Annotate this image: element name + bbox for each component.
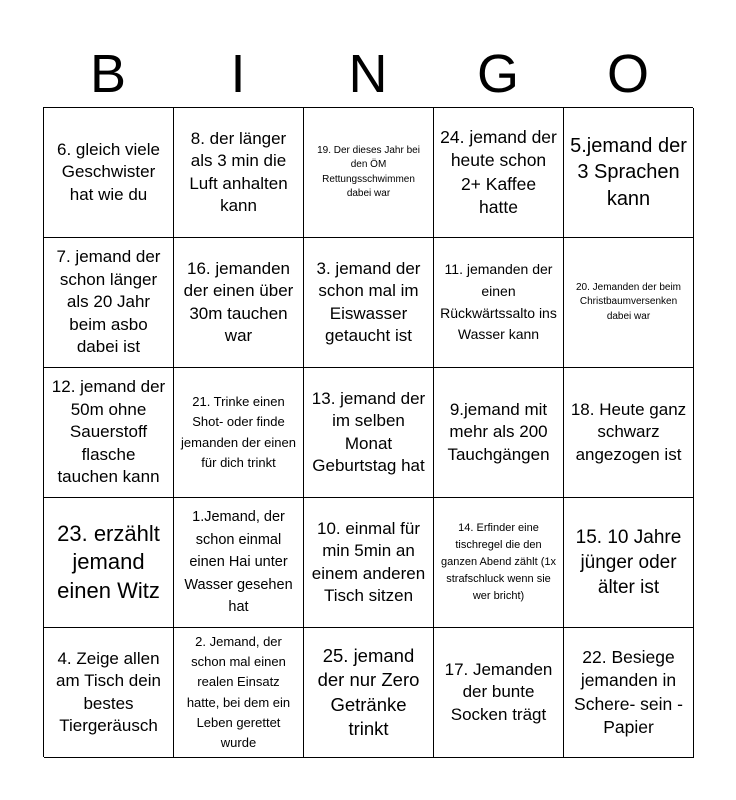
bingo-cell[interactable] bbox=[44, 368, 174, 498]
bingo-cell[interactable] bbox=[564, 498, 694, 628]
cell-text: 23. erzählt jemand einen Witz bbox=[57, 520, 160, 603]
bingo-cell[interactable] bbox=[174, 628, 304, 758]
bingo-cell[interactable] bbox=[44, 108, 174, 238]
bingo-cell[interactable] bbox=[304, 628, 434, 758]
cell-text: 16. jemanden der einen über 30m tauchen war bbox=[183, 258, 294, 345]
cell-text: 4. Zeige allen am Tisch dein bestes Tiergeräusch bbox=[56, 648, 161, 735]
bingo-card bbox=[43, 107, 693, 757]
header-letter-b: B bbox=[89, 44, 127, 104]
cell-text: 8. der länger als 3 min die Luft anhalten kann bbox=[189, 128, 288, 215]
cell-text: 21. Trinke einen Shot- oder finde jemanden der einen für dich trinkt bbox=[181, 394, 296, 470]
bingo-cell[interactable] bbox=[434, 238, 564, 368]
bingo-cell[interactable] bbox=[44, 498, 174, 628]
cell-text: 18. Heute ganz schwarz angezogen ist bbox=[570, 399, 687, 464]
header-letter-g: G bbox=[476, 44, 519, 104]
cell-text: 1.Jemand, der schon einmal einen Hai unter Wasser gesehen hat bbox=[184, 509, 293, 616]
bingo-cell[interactable] bbox=[564, 368, 694, 498]
bingo-cell[interactable] bbox=[174, 498, 304, 628]
cell-text: 9.jemand mit mehr als 200 Tauchgängen bbox=[447, 399, 550, 464]
bingo-cell[interactable] bbox=[564, 628, 694, 758]
cell-text: 24. jemand der heute schon 2+ Kaffee hatte bbox=[440, 127, 557, 217]
bingo-cell[interactable] bbox=[304, 368, 434, 498]
bingo-cell[interactable] bbox=[44, 238, 174, 368]
cell-text: 3. jemand der schon mal im Eiswasser getaucht ist bbox=[316, 258, 421, 345]
bingo-cell[interactable] bbox=[304, 238, 434, 368]
cell-text: 12. jemand der 50m ohne Sauerstoff flasche tauchen kann bbox=[51, 377, 166, 487]
bingo-cell[interactable] bbox=[174, 238, 304, 368]
bingo-cell[interactable] bbox=[304, 498, 434, 628]
bingo-cell[interactable] bbox=[564, 238, 694, 368]
bingo-cell[interactable] bbox=[434, 368, 564, 498]
bingo-cell[interactable] bbox=[564, 108, 694, 238]
cell-text: 6. gleich viele Geschwister hat wie du bbox=[56, 139, 160, 204]
cell-text: 5.jemand der 3 Sprachen kann bbox=[570, 134, 687, 210]
cell-text: 2. Jemand, der schon mal einen realen Einsatz hatte, bei dem ein Leben gerettet wurde bbox=[186, 634, 291, 750]
cell-text: 25. jemand der nur Zero Getränke trinkt bbox=[317, 644, 420, 739]
bingo-cell[interactable] bbox=[434, 628, 564, 758]
bingo-header bbox=[43, 42, 693, 106]
cell-text: 7. jemand der schon länger als 20 Jahr beim asbo dabei ist bbox=[56, 247, 161, 357]
cell-text: 13. jemand der im selben Monat Geburtstag hat bbox=[311, 388, 426, 475]
cell-text: 14. Erfinder eine tischregel die den ganzen Abend zählt (1x strafschluck wenn sie wer bricht) bbox=[441, 521, 556, 603]
header-letter-o: O bbox=[606, 44, 649, 104]
bingo-cell[interactable] bbox=[434, 498, 564, 628]
cell-text: 15. 10 Jahre jünger oder älter ist bbox=[575, 526, 682, 599]
header-letter-i: I bbox=[230, 44, 246, 104]
cell-text: 10. einmal für min 5min an einem anderen Tisch sitzen bbox=[311, 518, 426, 605]
cell-text: 22. Besiege jemanden in Schere- sein - Papier bbox=[574, 647, 683, 737]
cell-text: 11. jemanden der einen Rückwärtssalto ins Wasser kann bbox=[440, 261, 557, 343]
header-letter-n: N bbox=[348, 44, 388, 104]
bingo-cell[interactable] bbox=[434, 108, 564, 238]
bingo-cell[interactable] bbox=[304, 108, 434, 238]
cell-text: 17. Jemanden der bunte Socken trägt bbox=[444, 659, 553, 724]
cell-text: 19. Der dieses Jahr bei den ÖM Rettungsschwimmen dabei war bbox=[317, 144, 420, 199]
bingo-cell[interactable] bbox=[174, 368, 304, 498]
bingo-cell[interactable] bbox=[174, 108, 304, 238]
bingo-cell[interactable] bbox=[44, 628, 174, 758]
cell-text: 20. Jemanden der beim Christbaumversenken dabei war bbox=[575, 281, 682, 322]
